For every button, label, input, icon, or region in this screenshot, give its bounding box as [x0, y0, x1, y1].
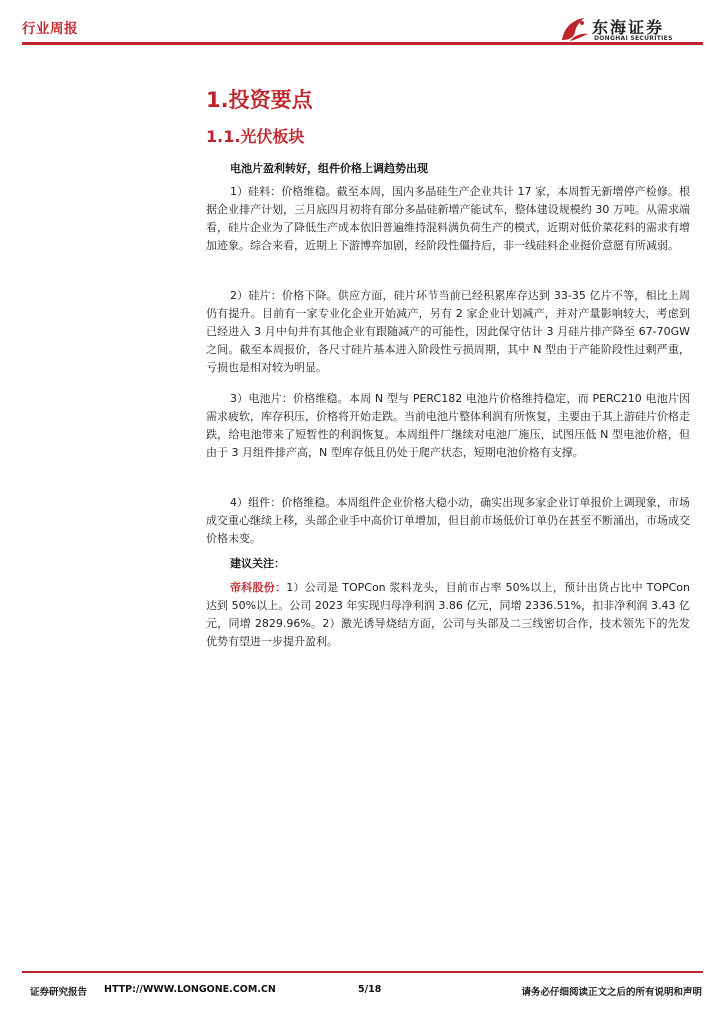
paragraph-module — [206, 494, 690, 548]
footer-disclaimer: 请务必仔细阅读正文之后的所有说明和声明 — [521, 987, 702, 998]
section-title: 1.1.光伏板块 — [206, 127, 305, 146]
header-divider — [22, 42, 703, 45]
logo-chinese-name: 东海证券 — [592, 18, 665, 37]
recommendation-heading: 建议关注： — [230, 557, 285, 570]
page-number: 5/18 — [358, 984, 382, 995]
logo-english-name: DONGHAI SECURITIES — [594, 35, 673, 42]
company-logo — [558, 14, 708, 44]
page-title: 1.投资要点 — [206, 88, 313, 112]
paragraph-text: 2）硅片：价格下降。供应方面，硅片环节当前已经积累库存达到 33-35 亿片不等，相比上周仍有提升。目前有一家专业化企业开始减产，另有 2 家企业计划减产，并对产量影响较大，考虑到已经进入 3 月中旬并有其他企业有跟随减产的可能性，因此保守估计 3 月硅片排产降至 67-70GW 之间。截至本周报价，各尺寸硅片基本进入阶段性亏损周期，其中 N 型由于产能阶段性过剩严重，亏损也是相对较为明显。 — [206, 289, 690, 374]
section-subheading: 电池片盈利转好，组件价格上调趋势出现 — [230, 162, 428, 175]
paragraph-cell — [206, 390, 690, 462]
paragraph-polysilicon — [206, 183, 690, 255]
footer-report-label: 证券研究报告 — [30, 987, 88, 998]
paragraph-text: 1）硅料：价格维稳。截至本周，国内多晶硅生产企业共计 17 家，本周暂无新增停产检修。根据企业排产计划，三月底四月初将有部分多晶硅新增产能试车，整体建设规模约 30 万吨。从需求端看，硅片企业为了降低生产成本依旧普遍维持混料满负荷生产的模式，近期对低价菜花料的需求有增加迹象。综合来看，近期上下游博弈加剧，经阶段性僵持后，非一线硅料企业挺价意愿有所减弱。 — [206, 185, 690, 252]
paragraph-text: 4）组件：价格维稳。本周组件企业价格大稳小动，确实出现多家企业订单报价上调现象，市场成交重心继续上移，头部企业手中高价订单增加，但目前市场低价订单仍在甚至不断涌出，市场成交价格未变。 — [206, 496, 690, 545]
report-type-tag: 行业周报 — [22, 21, 78, 37]
logo-mark-icon — [558, 14, 590, 44]
footer-divider — [22, 971, 703, 973]
company-name: 帝科股份： — [230, 581, 287, 594]
footer-url-link[interactable]: HTTP://WWW.LONGONE.COM.CN — [104, 984, 276, 995]
recommendation-text — [206, 579, 690, 651]
recommendation-paragraph — [206, 579, 690, 651]
recommendation-body: 1）公司是 TOPCon 浆料龙头，目前市占率 50%以上，预计出货占比中 TOPCon 达到 50%以上。公司 2023 年实现归母净利润 3.86 亿元，同增 2336.51%，扣非净利润 3.43 亿元，同增 2829.96%。2）激光诱导烧结方面，公司与头部及二三线密切合作，技术领先下的先发优势有望进一步提升盈利。 — [206, 581, 691, 648]
paragraph-wafer — [206, 287, 690, 377]
paragraph-text: 3）电池片：价格维稳。本周 N 型与 PERC182 电池片价格维持稳定，而 PERC210 电池片因需求疲软，库存积压，价格将开始走跌。当前电池片整体利润有所恢复，主要由于其上游硅片价格走跌，给电池带来了短暂性的利润恢复。本周组件厂继续对电池厂施压，试图压低 N 型电池价格，但由于 3 月组件排产高，N 型库存低且仍处于爬产状态，短期电池价格有支撑。 — [206, 392, 690, 459]
